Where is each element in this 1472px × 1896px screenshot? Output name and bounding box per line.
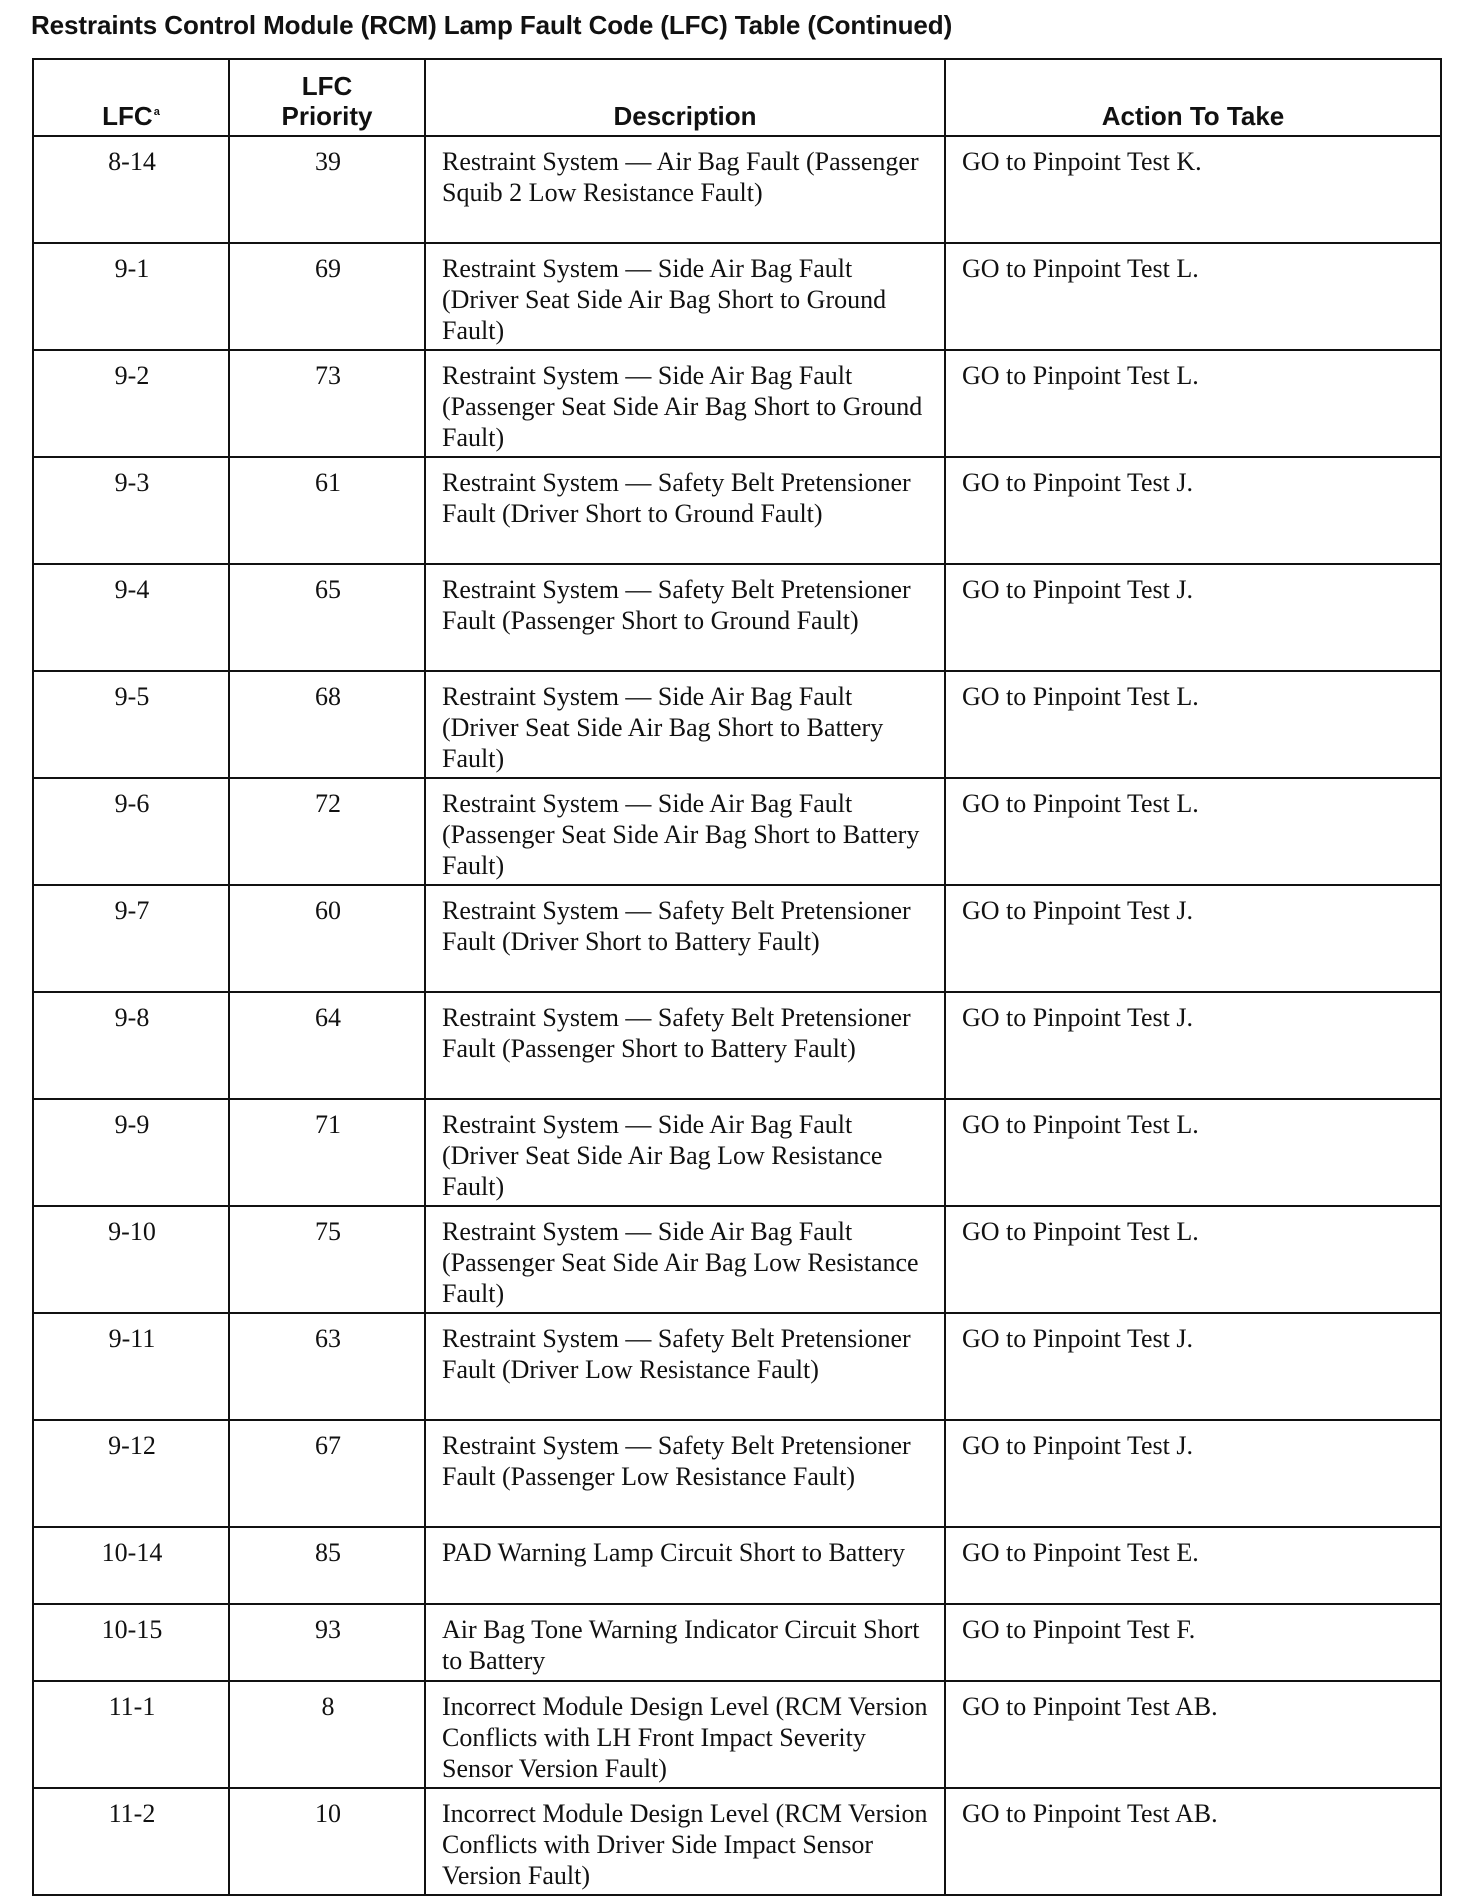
header-lfc <box>33 59 229 136</box>
table-row <box>33 1206 1441 1313</box>
description-cell: Incorrect Module Design Level (RCM Version Conflicts with LH Front Impact Severity Sensor Version Fault) <box>425 1681 945 1788</box>
page-title: Restraints Control Module (RCM) Lamp Fault Code (LFC) Table (Continued) <box>31 10 953 40</box>
action-cell: GO to Pinpoint Test F. <box>945 1604 1441 1681</box>
table-row <box>33 457 1441 564</box>
lfc-cell: 10-14 <box>33 1527 229 1604</box>
table-row <box>33 1604 1441 1681</box>
table-row <box>33 564 1441 671</box>
priority-cell: 75 <box>229 1206 425 1313</box>
table-row <box>33 1681 1441 1788</box>
lfc-table <box>32 58 1442 1896</box>
action-cell: GO to Pinpoint Test L. <box>945 243 1441 350</box>
description-cell: PAD Warning Lamp Circuit Short to Battery <box>425 1527 945 1604</box>
description-cell: Restraint System — Safety Belt Pretensioner Fault (Passenger Short to Ground Fault) <box>425 564 945 671</box>
description-cell: Restraint System — Air Bag Fault (Passenger Squib 2 Low Resistance Fault) <box>425 136 945 243</box>
priority-cell: 8 <box>229 1681 425 1788</box>
action-cell: GO to Pinpoint Test L. <box>945 1206 1441 1313</box>
priority-cell: 64 <box>229 992 425 1099</box>
action-cell: GO to Pinpoint Test J. <box>945 457 1441 564</box>
lfc-cell: 9-5 <box>33 671 229 778</box>
action-cell: GO to Pinpoint Test L. <box>945 350 1441 457</box>
lfc-cell: 9-9 <box>33 1099 229 1206</box>
table-row <box>33 1788 1441 1895</box>
description-cell: Restraint System — Side Air Bag Fault (Driver Seat Side Air Bag Short to Ground Fault) <box>425 243 945 350</box>
action-cell: GO to Pinpoint Test AB. <box>945 1788 1441 1895</box>
table-row <box>33 1313 1441 1420</box>
description-cell: Restraint System — Safety Belt Pretensioner Fault (Passenger Short to Battery Fault) <box>425 992 945 1099</box>
table-row <box>33 885 1441 992</box>
lfc-cell: 9-7 <box>33 885 229 992</box>
table-row <box>33 136 1441 243</box>
priority-cell: 60 <box>229 885 425 992</box>
lfc-cell: 10-15 <box>33 1604 229 1681</box>
description-cell: Restraint System — Side Air Bag Fault (Passenger Seat Side Air Bag Short to Battery Fault) <box>425 778 945 885</box>
lfc-cell: 11-2 <box>33 1788 229 1895</box>
priority-cell: 69 <box>229 243 425 350</box>
action-cell: GO to Pinpoint Test J. <box>945 885 1441 992</box>
action-cell: GO to Pinpoint Test J. <box>945 564 1441 671</box>
table-row <box>33 778 1441 885</box>
description-cell: Restraint System — Side Air Bag Fault (Driver Seat Side Air Bag Low Resistance Fault) <box>425 1099 945 1206</box>
description-cell: Restraint System — Side Air Bag Fault (Passenger Seat Side Air Bag Low Resistance Fault) <box>425 1206 945 1313</box>
action-cell: GO to Pinpoint Test K. <box>945 136 1441 243</box>
priority-cell: 10 <box>229 1788 425 1895</box>
description-cell: Restraint System — Side Air Bag Fault (Driver Seat Side Air Bag Short to Battery Fault) <box>425 671 945 778</box>
action-cell: GO to Pinpoint Test L. <box>945 671 1441 778</box>
lfc-cell: 11-1 <box>33 1681 229 1788</box>
table-row <box>33 350 1441 457</box>
lfc-cell: 9-3 <box>33 457 229 564</box>
description-cell: Restraint System — Safety Belt Pretensioner Fault (Driver Low Resistance Fault) <box>425 1313 945 1420</box>
action-cell: GO to Pinpoint Test L. <box>945 778 1441 885</box>
table-row <box>33 671 1441 778</box>
description-cell: Incorrect Module Design Level (RCM Version Conflicts with Driver Side Impact Sensor Version Fault) <box>425 1788 945 1895</box>
priority-cell: 93 <box>229 1604 425 1681</box>
priority-cell: 39 <box>229 136 425 243</box>
priority-cell: 63 <box>229 1313 425 1420</box>
action-cell: GO to Pinpoint Test J. <box>945 1313 1441 1420</box>
description-cell: Restraint System — Side Air Bag Fault (Passenger Seat Side Air Bag Short to Ground Fault) <box>425 350 945 457</box>
lfc-cell: 9-12 <box>33 1420 229 1527</box>
lfc-cell: 9-2 <box>33 350 229 457</box>
priority-cell: 67 <box>229 1420 425 1527</box>
header-lfc-label: LFC <box>102 101 153 131</box>
action-cell: GO to Pinpoint Test J. <box>945 992 1441 1099</box>
header-priority-line2: Priority <box>281 101 373 131</box>
header-action: Action To Take <box>945 59 1441 136</box>
header-lfc-footnote: a <box>153 106 160 118</box>
table-row <box>33 1099 1441 1206</box>
description-cell: Restraint System — Safety Belt Pretensioner Fault (Driver Short to Ground Fault) <box>425 457 945 564</box>
priority-cell: 73 <box>229 350 425 457</box>
description-cell: Restraint System — Safety Belt Pretensioner Fault (Passenger Low Resistance Fault) <box>425 1420 945 1527</box>
action-cell: GO to Pinpoint Test L. <box>945 1099 1441 1206</box>
action-cell: GO to Pinpoint Test J. <box>945 1420 1441 1527</box>
lfc-cell: 9-4 <box>33 564 229 671</box>
lfc-cell: 9-11 <box>33 1313 229 1420</box>
lfc-cell: 9-1 <box>33 243 229 350</box>
lfc-cell: 8-14 <box>33 136 229 243</box>
header-row <box>33 59 1441 136</box>
header-priority <box>229 59 425 136</box>
priority-cell: 71 <box>229 1099 425 1206</box>
header-priority-line1: LFC <box>301 71 353 101</box>
lfc-cell: 9-10 <box>33 1206 229 1313</box>
table-row <box>33 243 1441 350</box>
table-row <box>33 992 1441 1099</box>
priority-cell: 72 <box>229 778 425 885</box>
priority-cell: 85 <box>229 1527 425 1604</box>
lfc-cell: 9-6 <box>33 778 229 885</box>
priority-cell: 68 <box>229 671 425 778</box>
table-row <box>33 1527 1441 1604</box>
description-cell: Air Bag Tone Warning Indicator Circuit Short to Battery <box>425 1604 945 1681</box>
action-cell: GO to Pinpoint Test E. <box>945 1527 1441 1604</box>
header-description: Description <box>425 59 945 136</box>
action-cell: GO to Pinpoint Test AB. <box>945 1681 1441 1788</box>
table-row <box>33 1420 1441 1527</box>
lfc-cell: 9-8 <box>33 992 229 1099</box>
priority-cell: 65 <box>229 564 425 671</box>
priority-cell: 61 <box>229 457 425 564</box>
description-cell: Restraint System — Safety Belt Pretensioner Fault (Driver Short to Battery Fault) <box>425 885 945 992</box>
